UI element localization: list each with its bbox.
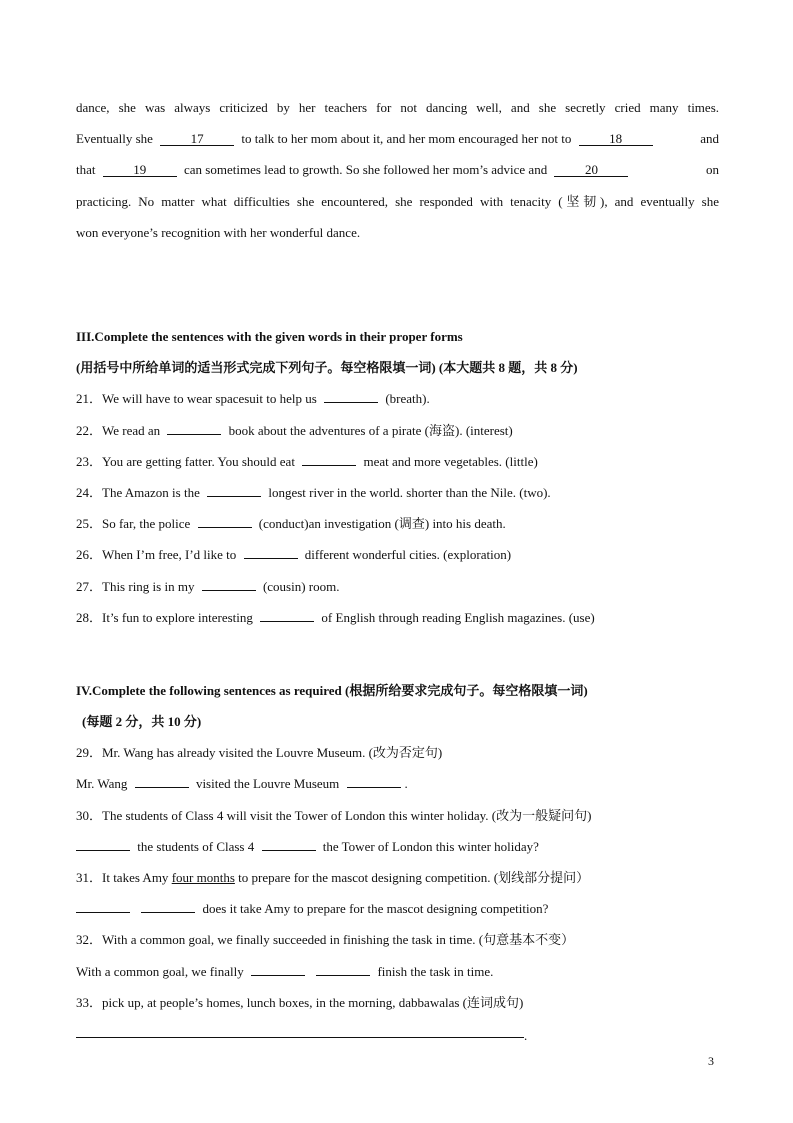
- passage-line-5: won everyone’s recognition with her wonderful dance.: [76, 225, 361, 240]
- section-3-title: III.Complete the sentences with the given words in their proper forms: [76, 329, 463, 344]
- answer-blank[interactable]: [260, 621, 314, 622]
- page-number: 3: [708, 1054, 714, 1068]
- question-32: 32．With a common goal, we finally succeeded in finishing the task in time. (句意基本不变）: [76, 932, 575, 947]
- answer-blank[interactable]: [262, 850, 316, 851]
- answer-blank[interactable]: [324, 402, 378, 403]
- underlined-phrase: four months: [171, 870, 235, 885]
- passage-line-2: Eventually she 17 to talk to her mom about it, and her mom encouraged her not to 18 and: [76, 131, 719, 146]
- question-28: 28．It’s fun to explore interesting of English through reading English magazines. (use): [76, 610, 595, 625]
- question-29: 29．Mr. Wang has already visited the Louvre Museum. (改为否定句): [76, 745, 443, 760]
- answer-31: does it take Amy to prepare for the mascot designing competition?: [76, 901, 719, 917]
- answer-30: the students of Class 4 the Tower of London this winter holiday?: [76, 839, 719, 855]
- question-33: 33．pick up, at people’s homes, lunch boxes, in the morning, dabbawalas (连词成句): [76, 995, 524, 1010]
- passage-line-1: dance, she was always criticized by her teachers for not dancing well, and she secretly cried many times.: [76, 100, 719, 115]
- question-23: 23．You are getting fatter. You should eat meat and more vegetables. (little): [76, 454, 538, 469]
- answer-32: With a common goal, we finally finish the task in time.: [76, 964, 494, 979]
- question-31: 31．It takes Amy four months to prepare for the mascot designing competition. (划线部分提问）: [76, 870, 590, 885]
- answer-blank[interactable]: [316, 975, 370, 976]
- section-3-note: (用括号中所给单词的适当形式完成下列句子。每空格限填一词) (本大题共 8 题，共 8 分): [76, 360, 578, 375]
- answer-blank[interactable]: [251, 975, 305, 976]
- answer-blank[interactable]: [76, 912, 130, 913]
- question-30: 30．The students of Class 4 will visit the Tower of London this winter holiday. (改为一般疑问句): [76, 808, 592, 823]
- answer-blank[interactable]: [347, 787, 401, 788]
- section-4-title: IV.Complete the following sentences as required (根据所给要求完成句子。每空格限填一词): [76, 683, 588, 698]
- question-21: 21．We will have to wear spacesuit to help us (breath).: [76, 391, 430, 406]
- answer-33-line[interactable]: [76, 1037, 524, 1038]
- passage-line-3: that 19 can sometimes lead to growth. So she followed her mom’s advice and 20 on: [76, 162, 719, 177]
- answer-33-period: .: [524, 1028, 528, 1043]
- question-22: 22．We read an book about the adventures of a pirate (海盗). (interest): [76, 423, 513, 438]
- blank-18[interactable]: 18: [579, 132, 653, 146]
- answer-blank[interactable]: [202, 590, 256, 591]
- answer-29: Mr. Wang visited the Louvre Museum .: [76, 776, 408, 791]
- question-27: 27．This ring is in my (cousin) room.: [76, 579, 340, 594]
- question-26: 26．When I’m free, I’d like to different wonderful cities. (exploration): [76, 547, 512, 562]
- answer-blank[interactable]: [244, 558, 298, 559]
- question-25: 25．So far, the police (conduct)an investigation (调查) into his death.: [76, 516, 506, 531]
- answer-blank[interactable]: [167, 434, 221, 435]
- question-24: 24．The Amazon is the longest river in the world. shorter than the Nile. (two).: [76, 485, 551, 500]
- passage-line-4: practicing. No matter what difficulties she encountered, she responded with tenacity (坚韧), and eventually she: [76, 194, 719, 209]
- answer-blank[interactable]: [135, 787, 189, 788]
- answer-blank[interactable]: [207, 496, 261, 497]
- blank-20[interactable]: 20: [554, 163, 628, 177]
- answer-blank[interactable]: [198, 527, 252, 528]
- section-4-note: (每题 2 分，共 10 分): [82, 714, 202, 729]
- blank-19[interactable]: 19: [103, 163, 177, 177]
- answer-blank[interactable]: [302, 465, 356, 466]
- blank-17[interactable]: 17: [160, 132, 234, 146]
- answer-blank[interactable]: [76, 850, 130, 851]
- answer-blank[interactable]: [141, 912, 195, 913]
